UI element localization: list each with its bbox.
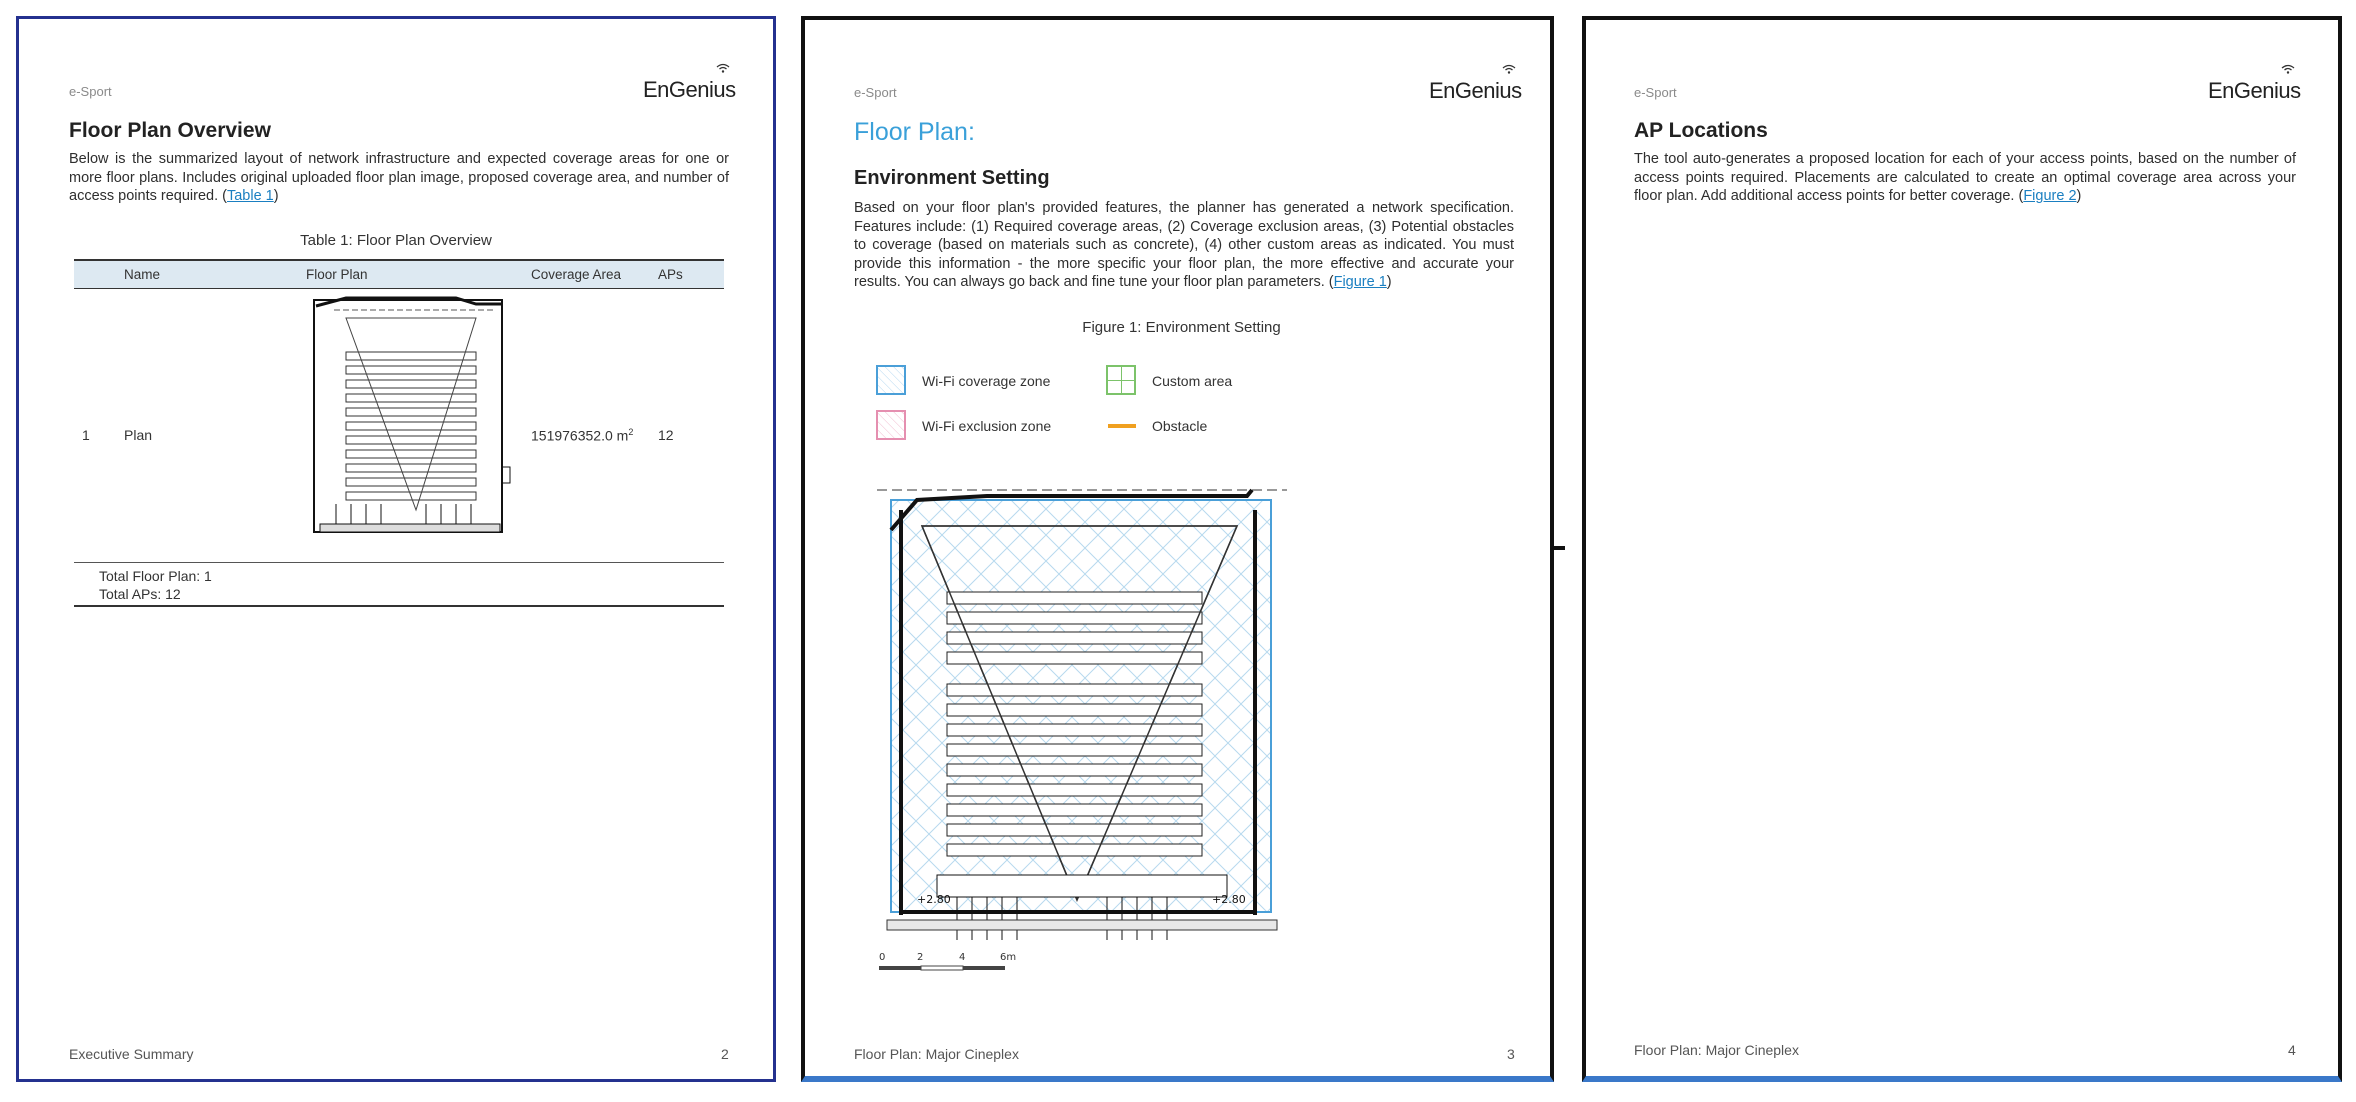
environment-paragraph — [854, 199, 1514, 292]
floor-plan-title: Floor Plan: — [854, 118, 975, 146]
footer-section: Floor Plan: Major Cineplex — [854, 1046, 1019, 1062]
floor-plan-thumbnail[interactable] — [306, 292, 511, 537]
intro-paragraph — [69, 150, 729, 206]
environment-floor-plan[interactable] — [877, 470, 1287, 980]
figure-1-link[interactable]: Figure 1 — [1333, 274, 1387, 290]
table-bottom-rule — [74, 605, 724, 607]
row-name: Plan — [124, 427, 153, 443]
footer-page-number: 3 — [1507, 1046, 1515, 1062]
row-coverage-area — [531, 427, 633, 444]
engenius-logo — [1429, 78, 1522, 104]
wifi-icon — [2281, 64, 2295, 74]
wifi-coverage-zone-swatch — [876, 365, 906, 395]
scale-label-0: 0 — [879, 952, 886, 963]
body-text: The tool auto-generates a proposed location for each of your access points, based on the number of access points required. Placements are calculated to create an optimal coverage area across your floor plan. Add additional access points for better coverage. ( — [1634, 151, 2296, 204]
intro-end: ) — [273, 188, 279, 204]
footer-section: Executive Summary — [69, 1046, 194, 1062]
header-project-name: e-Sport — [854, 85, 897, 100]
footer-page-number: 2 — [721, 1046, 729, 1062]
legend-obstacle: Obstacle — [1152, 418, 1208, 434]
legend-wifi-coverage-zone: Wi-Fi coverage zone — [922, 373, 1051, 389]
section-title: Environment Setting — [854, 167, 1050, 189]
header-floor-plan: Floor Plan — [306, 267, 368, 282]
coverage-unit-sup: 2 — [628, 427, 634, 437]
header-project-name: e-Sport — [69, 84, 112, 99]
legend-wifi-exclusion-zone: Wi-Fi exclusion zone — [922, 418, 1052, 434]
ap-locations-paragraph — [1634, 150, 2296, 206]
page-title: Floor Plan Overview — [69, 119, 271, 142]
footer-page-number: 4 — [2288, 1042, 2296, 1058]
logo-text: EnGenius — [2208, 78, 2301, 103]
scale-label-4: 4 — [959, 952, 966, 963]
table-caption: Table 1: Floor Plan Overview — [300, 232, 492, 249]
body-end: ) — [1386, 274, 1392, 290]
header-aps: APs — [658, 267, 683, 282]
elevation-label-right: +2.80 — [1212, 893, 1246, 906]
logo-text: EnGenius — [1429, 78, 1522, 103]
header-coverage-area: Coverage Area — [531, 267, 622, 282]
obstacle-swatch — [1108, 424, 1136, 428]
engenius-logo — [2208, 78, 2301, 104]
page-4 — [1582, 16, 2342, 1082]
row-aps: 12 — [658, 427, 674, 443]
wifi-icon — [1502, 64, 1516, 74]
legend-custom-area: Custom area — [1152, 373, 1233, 389]
row-index: 1 — [82, 427, 90, 443]
figure-2-link[interactable]: Figure 2 — [2023, 188, 2077, 204]
table-divider — [74, 562, 724, 563]
logo-text: EnGenius — [643, 77, 736, 102]
figure-caption: Figure 1: Environment Setting — [1082, 319, 1281, 336]
elevation-label-left: +2.80 — [917, 893, 951, 906]
intro-text: Below is the summarized layout of network infrastructure and expected coverage areas for one or more floor plans. Includes original uploaded floor plan image, proposed coverage area, and number of access points required. ( — [69, 151, 729, 204]
footer-section: Floor Plan: Major Cineplex — [1634, 1042, 1799, 1058]
page-2 — [16, 16, 776, 1082]
custom-area-swatch — [1106, 365, 1136, 395]
total-floor-plan: Total Floor Plan: 1 — [99, 568, 212, 584]
scale-label-2: 2 — [917, 952, 924, 963]
table-1-link[interactable]: Table 1 — [226, 188, 274, 204]
body-text: Based on your floor plan's provided features, the planner has generated a network specification. Features include: (1) Required coverage areas, (2) Coverage exclusion areas, (3) Potential obstacles to coverage (based on materials such as concrete), (4) other custom areas as indicated. You must provide this information - the more specific your floor plan, the more effective and accurate your results. You can always go back and fine tune your floor plan parameters. ( — [854, 200, 1514, 290]
wifi-icon — [716, 63, 730, 73]
header-project-name: e-Sport — [1634, 85, 1677, 100]
body-end: ) — [2076, 188, 2082, 204]
page-title: AP Locations — [1634, 119, 1768, 142]
header-name: Name — [124, 267, 161, 282]
table-header — [74, 259, 724, 289]
scale-label-6m: 6m — [1000, 952, 1017, 963]
engenius-logo — [643, 77, 736, 103]
page-3 — [801, 16, 1554, 1082]
wifi-exclusion-zone-swatch — [876, 410, 906, 440]
total-aps: Total APs: 12 — [99, 586, 181, 602]
coverage-value: 151976352.0 m — [531, 427, 629, 444]
